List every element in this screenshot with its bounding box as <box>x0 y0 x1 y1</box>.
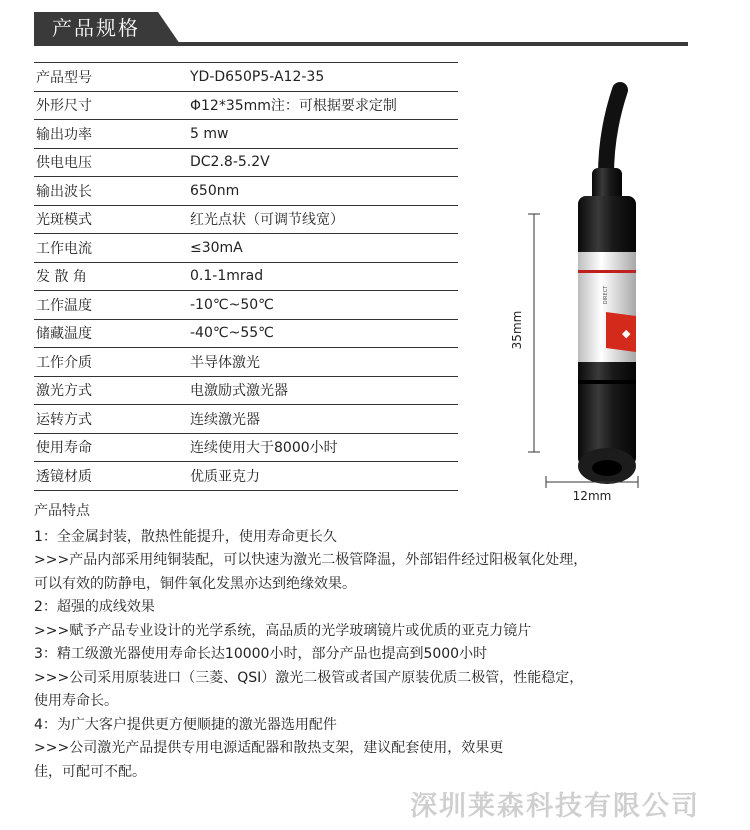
spec-row <box>34 319 458 348</box>
feature-line: 3：精工级激光器使用寿命长达10000小时，部分产品也提高到5000小时 <box>34 646 488 662</box>
feature-line: >>>产品内部采用纯铜装配，可以快速为激光二极管降温，外部铝件经过阳极氧化处理， <box>34 552 588 568</box>
width-label: 12mm <box>572 489 612 503</box>
spec-row <box>34 63 458 92</box>
feature-line: 2：超强的成线效果 <box>34 599 155 615</box>
svg-text:DIRECT: DIRECT <box>603 285 609 305</box>
warning-symbol <box>606 312 636 352</box>
spec-value: 连续激光器 <box>190 411 260 428</box>
spec-value: ≤30mA <box>190 239 243 256</box>
spec-key: 储藏温度 <box>36 326 92 343</box>
spec-row <box>34 291 458 320</box>
cable <box>606 90 620 175</box>
spec-value: -40℃~55℃ <box>190 325 274 342</box>
svg-text:◆: ◆ <box>622 327 631 340</box>
laser-module-photo <box>488 80 728 510</box>
body-groove <box>578 380 636 384</box>
spec-key: 外形尺寸 <box>36 98 92 115</box>
feature-line: >>>公司激光产品提供专用电源适配器和散热支架，建议配套使用，效果更 <box>34 740 504 756</box>
spec-value: 650nm <box>190 182 240 199</box>
spec-key: 供电电压 <box>36 155 92 172</box>
spec-key: 输出功率 <box>36 126 92 143</box>
feature-line: >>>公司采用原装进口（三菱、QSI）激光二极管或者国产原装优质二极管，性能稳定， <box>34 669 584 686</box>
feature-line: 使用寿命长。 <box>34 693 118 709</box>
spec-value: -10℃~50℃ <box>190 296 274 313</box>
spec-value: 0.1-1mrad <box>190 268 264 285</box>
spec-key: 透镜材质 <box>36 468 92 485</box>
spec-row <box>34 262 458 291</box>
spec-row <box>34 405 458 434</box>
spec-key: 光斑模式 <box>36 212 92 229</box>
spec-value: YD-D650P5-A12-35 <box>190 68 325 85</box>
features-section <box>34 500 724 784</box>
spec-row <box>34 376 458 405</box>
company-watermark: 深圳莱森科技有限公司 <box>410 791 700 822</box>
spec-key: 产品型号 <box>36 69 92 86</box>
spec-value: 红光点状（可调节线宽） <box>190 212 344 229</box>
features-title: 产品特点 <box>34 503 90 519</box>
lens-aperture <box>592 460 622 476</box>
feature-line: 佳，可配可不配。 <box>34 763 146 780</box>
spec-row <box>34 433 458 462</box>
spec-row <box>34 205 458 234</box>
spec-key: 激光方式 <box>36 383 92 400</box>
section-header <box>34 12 688 46</box>
spec-table <box>34 62 458 491</box>
spec-key: 运转方式 <box>36 411 92 428</box>
spec-value: 连续使用大于8000小时 <box>190 440 338 457</box>
section-title: 产品规格 <box>34 12 158 44</box>
feature-line: 可以有效的防静电，铜件氧化发黑亦达到绝缘效果。 <box>34 575 356 592</box>
spec-key: 发 散 角 <box>36 269 87 286</box>
spec-row <box>34 91 458 120</box>
spec-row <box>34 234 458 263</box>
spec-key: 输出波长 <box>36 183 92 200</box>
spec-row <box>34 148 458 177</box>
spec-value: 优质亚克力 <box>190 468 260 485</box>
spec-value: 半导体激光 <box>190 354 260 371</box>
spec-value: DC2.8-5.2V <box>190 154 270 171</box>
feature-line: >>>赋予产品专业设计的光学系统，高品质的光学玻璃镜片或优质的亚克力镜片 <box>34 622 532 639</box>
spec-value: 5 mw <box>190 125 229 142</box>
spec-key: 使用寿命 <box>36 440 92 457</box>
header-divider <box>34 42 688 46</box>
spec-key: 工作介质 <box>36 354 92 371</box>
spec-row <box>34 348 458 377</box>
spec-row <box>34 462 458 491</box>
spec-row <box>34 120 458 149</box>
feature-line: 1：全金属封装，散热性能提升，使用寿命更长久 <box>34 528 337 545</box>
height-label: 35mm <box>510 310 524 350</box>
feature-line: 4：为广大客户提供更方便顺捷的激光器选用配件 <box>34 716 337 733</box>
spec-row <box>34 177 458 206</box>
spec-key: 工作温度 <box>36 297 92 314</box>
spec-value: 电激励式激光器 <box>190 383 288 400</box>
spec-key: 工作电流 <box>36 240 92 257</box>
spec-value: Φ12*35mm注：可根据要求定制 <box>190 98 397 115</box>
